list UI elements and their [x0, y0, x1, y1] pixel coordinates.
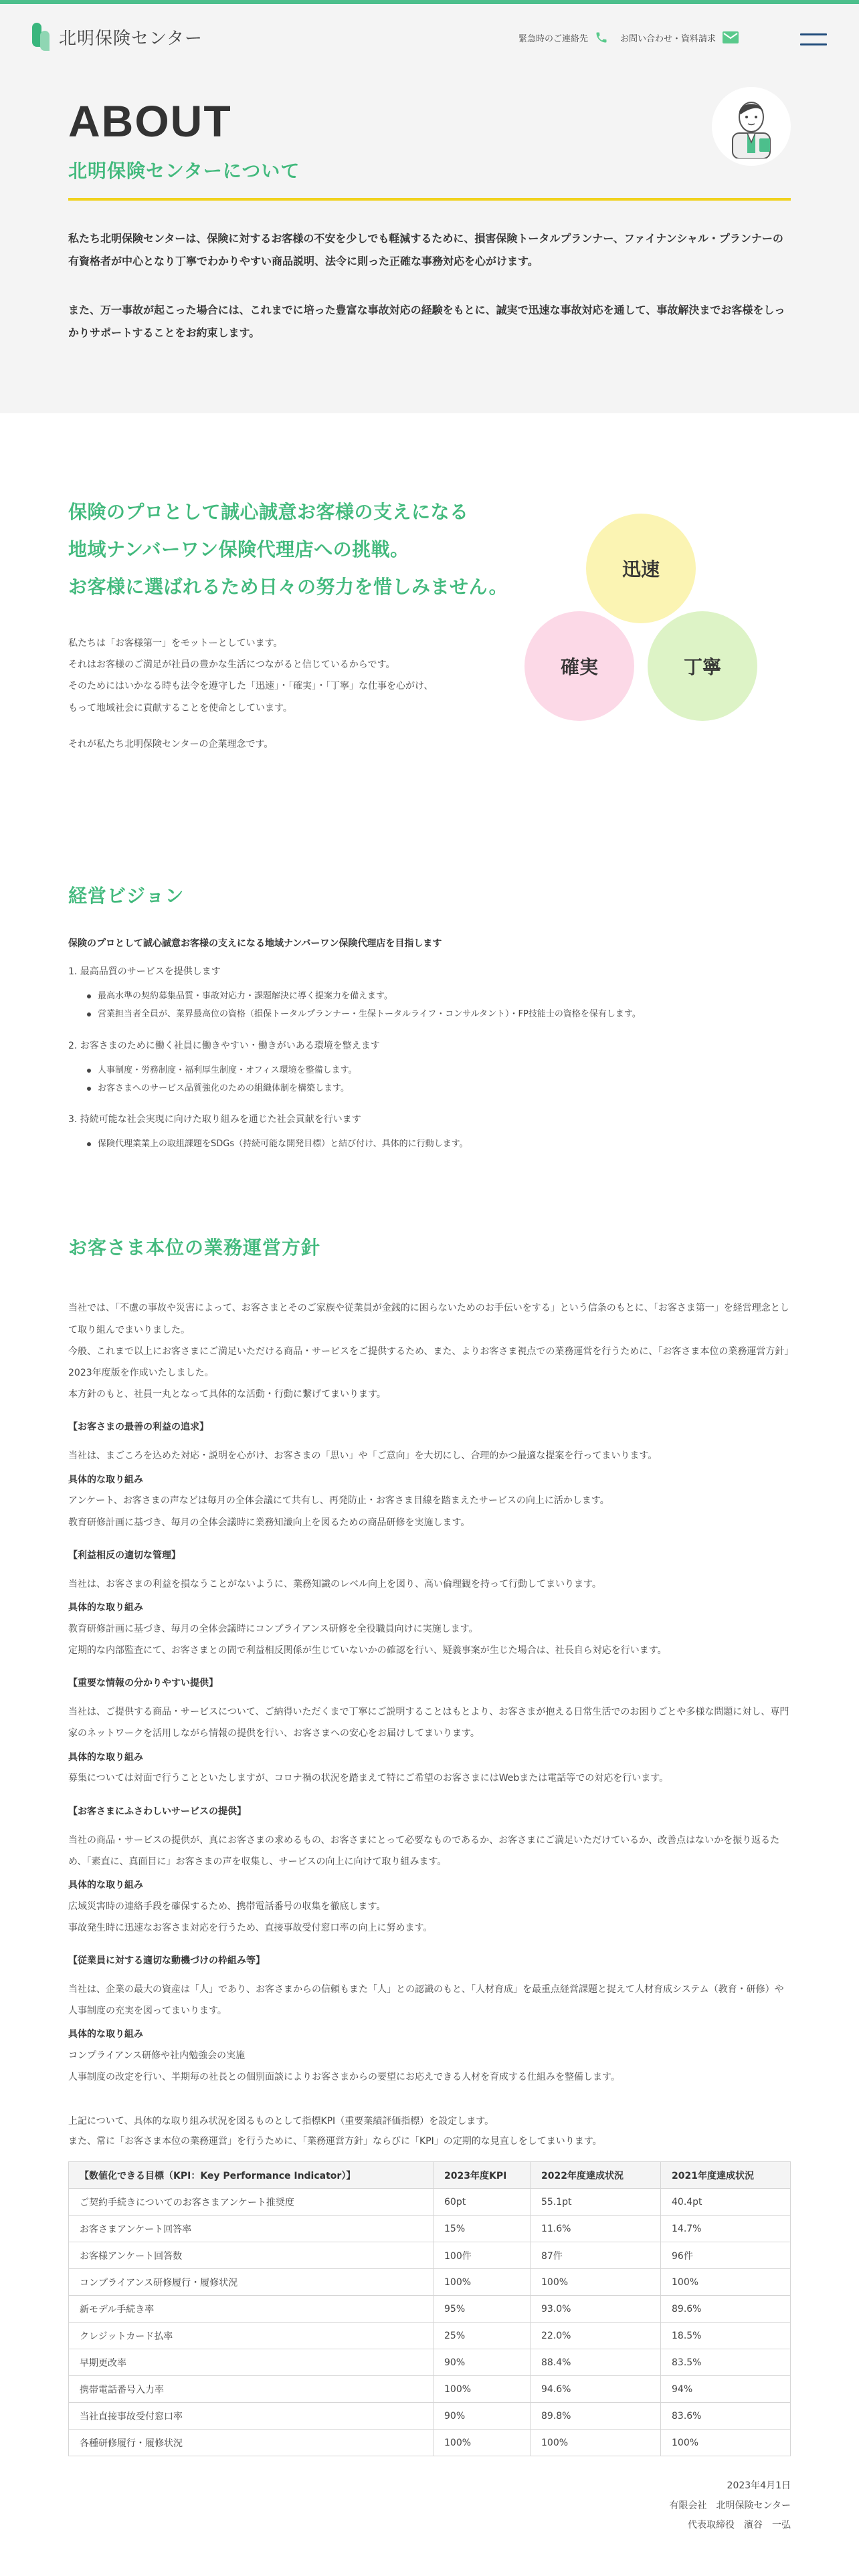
table-row: [69, 2430, 791, 2456]
kpi-header-cell: 2021年度達成状況: [661, 2162, 791, 2189]
policy-text: 当社は、まごころを込めた対応・説明を心がけ、お客さまの「思い」や「ご意向」を大切にし、合理的かつ最適な提案を行ってまいります。: [68, 1451, 658, 1462]
staff-illustration-icon: [723, 94, 779, 158]
about-section: [0, 72, 859, 413]
policy-text: 当社は、ご提供する商品・サービスについて、ご納得いただくまで丁寧にご説明することはもとより、お客さまが抱える日常生活でのお困りごとや多様な問題に対し、専門家のネットワークを活用しながら情報の提供を行い、お客さまへの安心をお届けしてまいります。: [68, 1707, 789, 1739]
kpi-cell: 100%: [434, 2376, 531, 2403]
kpi-cell: 89.8%: [531, 2403, 661, 2430]
emergency-contact-label: 緊急時のご連絡先: [518, 33, 588, 44]
policy-heading: 【お客さまの最善の利益の追求】: [68, 1422, 209, 1433]
kpi-cell: 96件: [661, 2242, 791, 2269]
signature-block: [68, 2476, 791, 2535]
policy-text: 教育研修計画に基づき、毎月の全体会議時に業務知識向上を図るための商品研修を実施します。: [68, 1517, 470, 1528]
about-paragraph: 私たち北明保険センターは、保険に対するお客様の不安を少しでも軽減するために、損害保険トータルプランナー、ファイナンシャル・プランナーの有資格者が中心となり丁寧でわかりやすい商品説明、法令に則った正確な事務対応を心がけます。: [68, 232, 783, 267]
policy-text: アンケート、お客さまの声などは毎月の全体会議にて共有し、再発防止・お客さま目線を踏まえたサービスの向上に活かします。: [68, 1495, 609, 1507]
about-paragraph: また、万一事故が起こった場合には、これまでに培った豊富な事故対応の経験をもとに、誠実で迅速な事故対応を通して、事故解決までお客様をしっかりサポートすることをお約束します。: [68, 304, 785, 339]
signature-ceo: 代表取締役 濱谷 一弘: [688, 2519, 791, 2531]
kpi-cell: 93.0%: [531, 2296, 661, 2323]
kpi-cell: 各種研修履行・履修状況: [69, 2430, 434, 2456]
policy-text: 当社の商品・サービスの提供が、真にお客さまの求めるもの、お客さまにとって必要なものであるか、お客さまにご満足いただけているか、改善点はないかを振り返るため、「素直に、真面目に」お客さまの声を収集し、サービスの向上に向けて取り組みます。: [68, 1834, 780, 1867]
policy-heading: 【お客さまにふさわしいサービスの提供】: [68, 1806, 246, 1817]
policy-section: [0, 1180, 859, 2562]
site-header: [0, 4, 859, 72]
table-row: [69, 2376, 791, 2403]
kpi-cell: 88.4%: [531, 2349, 661, 2376]
philosophy-heading-line: お客様に選ばれるため日々の努力を惜しみません。: [68, 576, 508, 598]
kpi-cell: 22.0%: [531, 2323, 661, 2349]
kpi-cell: お客さまアンケート回答率: [69, 2216, 434, 2242]
vision-section: [0, 861, 859, 1180]
policy-intro-text: 本方針のもと、社員一丸となって具体的な活動・行動に繋げてまいります。: [68, 1389, 386, 1400]
policy-subheading: 具体的な取り組み: [68, 1879, 143, 1891]
kpi-cell: クレジットカード払率: [69, 2323, 434, 2349]
vision-lead: 保険のプロとして誠心誠意お客様の支えになる地域ナンバーワン保険代理店を目指します: [68, 938, 442, 949]
kpi-cell: 15%: [434, 2216, 531, 2242]
policy-block: [68, 1676, 791, 1789]
vision-subitem: お客さまへのサービス品質強化のための組織体制を構築します。: [98, 1079, 791, 1097]
kpi-cell: 新モデル手続き率: [69, 2296, 434, 2323]
vision-subitem: 営業担当者全員が、業界最高位の資格（損保トータルプランナー・生保トータルライフ・コンサルタント）・FP技能士の資格を保有します。: [98, 1005, 791, 1023]
kpi-cell: 14.7%: [661, 2216, 791, 2242]
vision-item: 2. お客さまのために働く社員に働きやすい・働きがいある環境を整えます: [68, 1040, 380, 1051]
policy-text: 定期的な内部監査にて、お客さまとの間で利益相反関係が生じていないかの確認を行い、疑義事案が生じた場合は、社長自ら対応を行います。: [68, 1644, 667, 1656]
kpi-cell: コンプライアンス研修履行・履修状況: [69, 2269, 434, 2296]
logo-icon: [32, 23, 52, 51]
value-circle-speed: 迅速: [586, 514, 696, 623]
vision-item: 1. 最高品質のサービスを提供します: [68, 966, 221, 977]
about-subtitle: 北明保険センターについて: [68, 160, 300, 182]
about-divider: [68, 198, 791, 201]
kpi-cell: 25%: [434, 2323, 531, 2349]
menu-bar: [800, 43, 827, 45]
kpi-cell: 100%: [531, 2269, 661, 2296]
signature-date: 2023年4月1日: [727, 2480, 791, 2492]
philosophy-line: そのためにはいかなる時も法令を遵守した「迅速」・「確実」・「丁寧」な仕事を心がけ、: [68, 681, 434, 692]
vision-title: 経営ビジョン: [68, 885, 185, 907]
policy-block: [68, 1804, 791, 1939]
values-circles: [524, 514, 792, 768]
mail-icon: [723, 31, 739, 43]
kpi-cell: お客様アンケート回答数: [69, 2242, 434, 2269]
kpi-cell: 100件: [434, 2242, 531, 2269]
kpi-cell: 11.6%: [531, 2216, 661, 2242]
vision-subitem: 人事制度・労務制度・福利厚生制度・オフィス環境を整備します。: [98, 1061, 791, 1079]
kpi-cell: 当社直接事故受付窓口率: [69, 2403, 434, 2430]
kpi-cell: 100%: [531, 2430, 661, 2456]
kpi-cell: 94%: [661, 2376, 791, 2403]
kpi-cell: 87件: [531, 2242, 661, 2269]
policy-intro: [68, 1297, 791, 1405]
kpi-header-row: [69, 2162, 791, 2189]
kpi-table: [68, 2161, 791, 2456]
vision-sublist: [68, 987, 791, 1024]
philosophy-heading-line: 保険のプロとして誠心誠意お客様の支えになる: [68, 501, 469, 523]
kpi-header-cell: 2023年度KPI: [434, 2162, 531, 2189]
value-circle-careful: 丁寧: [648, 611, 757, 721]
menu-bar: [800, 33, 827, 35]
staff-avatar-illustration: [712, 87, 791, 166]
emergency-contact-link[interactable]: [518, 31, 608, 44]
kpi-cell: 55.1pt: [531, 2189, 661, 2216]
philosophy-line: それはお客様のご満足が社員の豊かな生活につながると信じているからです。: [68, 659, 395, 671]
policy-text: 教育研修計画に基づき、毎月の全体会議時にコンプライアンス研修を全役職員向けに実施します。: [68, 1623, 478, 1634]
kpi-cell: 83.5%: [661, 2349, 791, 2376]
kpi-cell: 40.4pt: [661, 2189, 791, 2216]
signature-company: 有限会社 北明保険センター: [669, 2500, 791, 2511]
policy-text: コンプライアンス研修や社内勉強会の実施: [68, 2050, 246, 2062]
value-circle-sure: 確実: [524, 611, 634, 721]
kpi-cell: 100%: [661, 2430, 791, 2456]
kpi-cell: 18.5%: [661, 2323, 791, 2349]
policy-block: [68, 1420, 791, 1533]
table-row: [69, 2349, 791, 2376]
kpi-cell: 90%: [434, 2403, 531, 2430]
kpi-cell: 60pt: [434, 2189, 531, 2216]
policy-block: [68, 1953, 791, 2088]
vision-subitem: 最高水準の契約募集品質・事故対応力・課題解決に導く提案力を備えます。: [98, 987, 791, 1005]
policy-subheading: 具体的な取り組み: [68, 2029, 143, 2040]
kpi-cell: 83.6%: [661, 2403, 791, 2430]
hamburger-menu-button[interactable]: [800, 33, 827, 45]
table-row: [69, 2189, 791, 2216]
kpi-cell: 早期更改率: [69, 2349, 434, 2376]
policy-subheading: 具体的な取り組み: [68, 1751, 143, 1763]
kpi-cell: ご契約手続きについてのお客さまアンケート推奨度: [69, 2189, 434, 2216]
phone-icon: [595, 31, 608, 44]
table-row: [69, 2242, 791, 2269]
kpi-cell: 95%: [434, 2296, 531, 2323]
philosophy-closing: それが私たち北明保険センターの企業理念です。: [68, 738, 274, 750]
policy-subheading: 具体的な取り組み: [68, 1602, 143, 1613]
philosophy-heading-line: 地域ナンバーワン保険代理店への挑戦。: [68, 538, 409, 560]
vision-sublist: [68, 1061, 791, 1098]
kpi-lead: [68, 2111, 791, 2153]
about-text: [68, 227, 791, 344]
kpi-header-cell: 【数値化できる目標（KPI：Key Performance Indicator）】: [69, 2162, 434, 2189]
kpi-lead-text: 上記について、具体的な取り組み状況を図るものとして指標KPI（重要業績評価指標）を設定します。: [68, 2115, 494, 2127]
policy-heading: 【重要な情報の分かりやすい提供】: [68, 1678, 218, 1689]
philosophy-line: もって地域社会に貢献することを使命としています。: [68, 702, 292, 714]
policy-text: 当社は、企業の最大の資産は「人」であり、お客さまからの信頼もまた「人」との認識のもと、「人材育成」を最重点経営課題と捉えて人材育成システム（教育・研修）や人事制度の充実を図ってまいります。: [68, 1984, 784, 2017]
kpi-cell: 携帯電話番号入力率: [69, 2376, 434, 2403]
policy-block: [68, 1548, 791, 1661]
logo-text: 北明保険センター: [59, 28, 203, 49]
about-title: ABOUT: [68, 96, 232, 146]
policy-text: 事故発生時に迅速なお客さま対応を行うため、直接事故受付窓口率の向上に努めます。: [68, 1922, 433, 1933]
kpi-cell: 94.6%: [531, 2376, 661, 2403]
philosophy-line: 私たちは「お客様第一」をモットーとしています。: [68, 638, 283, 649]
policy-heading: 【従業員に対する適切な動機づけの枠組み等】: [68, 1955, 265, 1967]
kpi-cell: 89.6%: [661, 2296, 791, 2323]
kpi-cell: 100%: [661, 2269, 791, 2296]
site-logo[interactable]: [32, 23, 203, 51]
philosophy-section: [0, 413, 859, 861]
vision-item: 3. 持続可能な社会実現に向けた取り組みを通じた社会貢献を行います: [68, 1114, 361, 1125]
contact-request-link[interactable]: [620, 31, 739, 44]
table-row: [69, 2296, 791, 2323]
table-row: [69, 2269, 791, 2296]
kpi-lead-text: また、常に「お客さま本位の業務運営」を行うために、「業務運営方針」ならびに「KPI」の定期的な見直しをしてまいります。: [68, 2136, 602, 2147]
policy-text: 広域災害時の連絡手段を確保するため、携帯電話番号の収集を徹底します。: [68, 1901, 386, 1912]
header-links: [518, 31, 739, 44]
table-row: [69, 2323, 791, 2349]
policy-heading: 【利益相反の適切な管理】: [68, 1549, 181, 1561]
policy-text: 当社は、お客さまの利益を損なうことがないように、業務知識のレベル向上を図り、高い倫理観を持って行動してまいります。: [68, 1578, 601, 1590]
policy-intro-text: 当社では、「不慮の事故や災害によって、お客さまとそのご家族や従業員が金銭的に困らないためのお手伝いをする」という信条のもとに、「お客さま第一」を経営理念として取り組んでまいりました。: [68, 1303, 789, 1335]
policy-title: お客さま本位の業務運営方針: [68, 1237, 321, 1259]
policy-text: 募集については対面で行うことといたしますが、コロナ禍の状況を踏まえて特にご希望のお客さまにはWebまたは電話等での対応を行います。: [68, 1773, 669, 1784]
policy-subheading: 具体的な取り組み: [68, 1474, 143, 1485]
vision-sublist: [68, 1135, 791, 1153]
kpi-cell: 100%: [434, 2269, 531, 2296]
table-row: [69, 2216, 791, 2242]
policy-text: 人事制度の改定を行い、半期毎の社長との個別面談によりお客さまからの要望にお応えできる人材を育成する仕組みを整備します。: [68, 2072, 620, 2083]
policy-intro-text: 今般、これまで以上にお客さまにご満足いただける商品・サービスをご提供するため、また、よりお客さま視点での業務運営を行うために、「お客さま本位の業務運営方針」2023年度版を作成いたしました。: [68, 1346, 789, 1379]
contact-request-label: お問い合わせ・資料請求: [619, 33, 716, 44]
vision-subitem: 保険代理業業上の取組課題をSDGs（持続可能な開発目標）と結び付け、具体的に行動します。: [98, 1135, 791, 1153]
kpi-header-cell: 2022年度達成状況: [531, 2162, 661, 2189]
kpi-cell: 100%: [434, 2430, 531, 2456]
table-row: [69, 2403, 791, 2430]
kpi-cell: 90%: [434, 2349, 531, 2376]
